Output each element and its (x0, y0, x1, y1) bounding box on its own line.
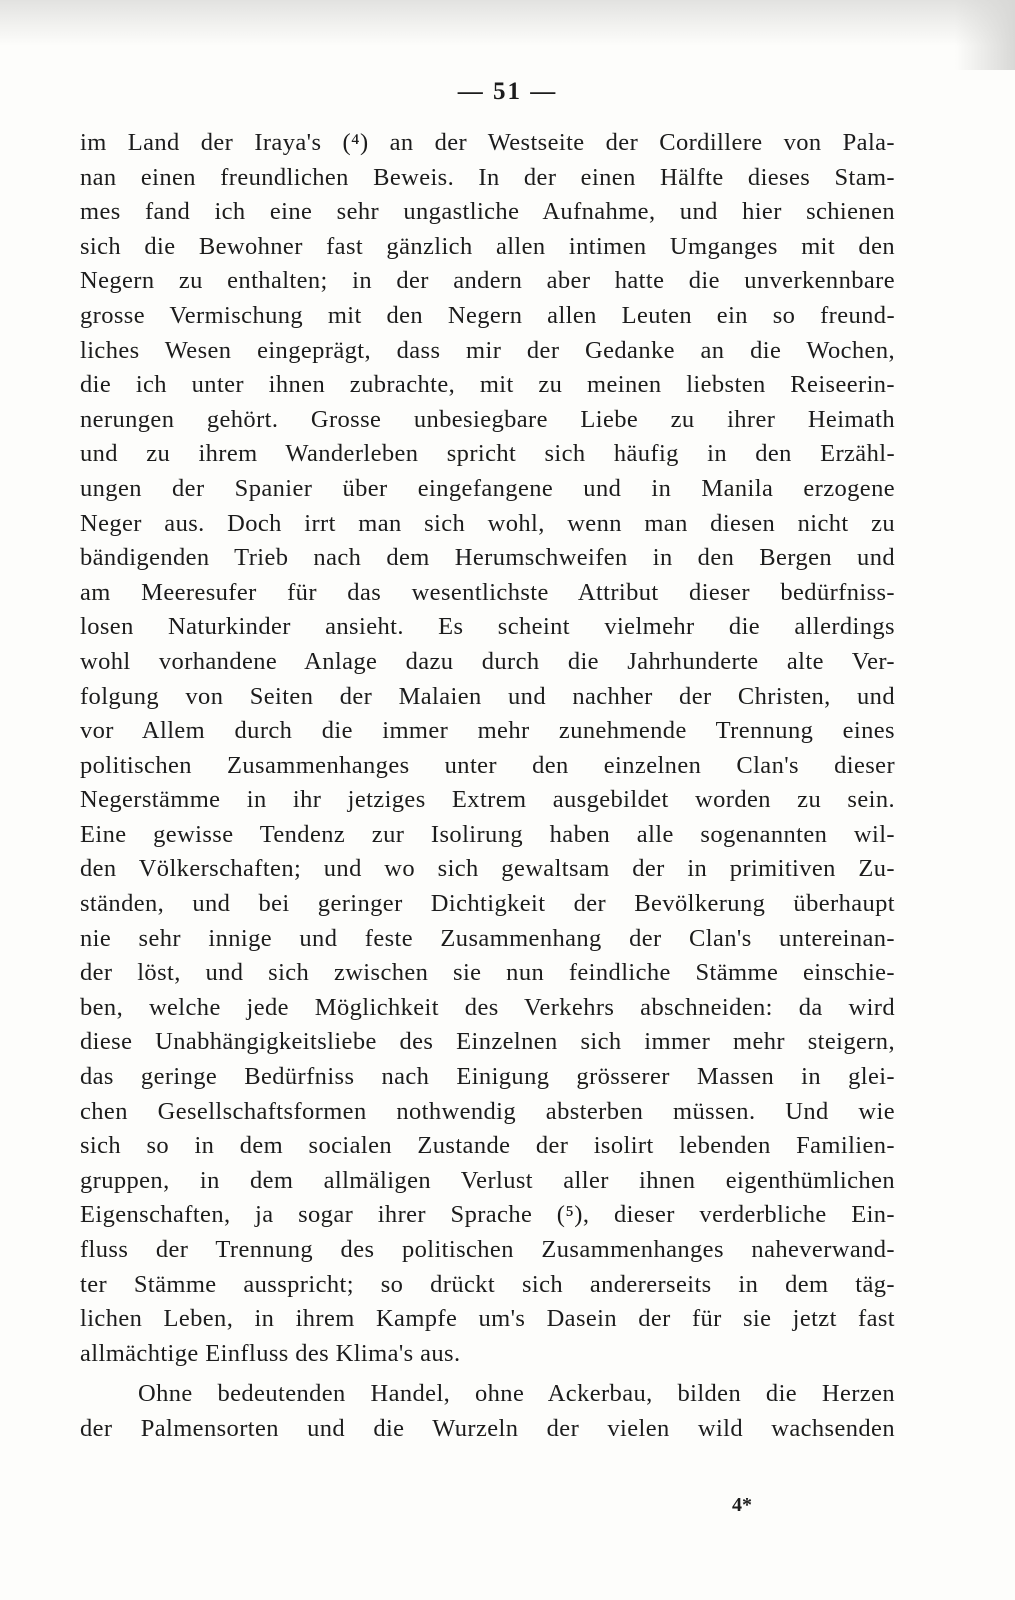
text-line: und zu ihrem Wanderleben spricht sich häufig in den Erzähl- (80, 440, 895, 468)
text-line: chen Gesellschaftsformen nothwendig absterben müssen. Und wie (80, 1097, 895, 1125)
body-text (80, 126, 895, 1447)
paragraph-1 (80, 126, 895, 1371)
text-line: am Meeresufer für das wesentlichste Attribut dieser bedürfniss- (80, 578, 895, 606)
scan-shadow-top (0, 0, 1015, 46)
text-line: den Völkerschaften; und wo sich gewaltsam der in primitiven Zu- (80, 855, 895, 883)
page-number: — 51 — (457, 78, 558, 105)
text-line: bändigenden Trieb nach dem Herumschweifen in den Bergen und (80, 544, 895, 572)
text-line: nan einen freundlichen Beweis. In der einen Hälfte dieses Stam- (80, 163, 895, 191)
text-line: folgung von Seiten der Malaien und nachher der Christen, und (80, 682, 895, 710)
text-line: Eine gewisse Tendenz zur Isolirung haben alle sogenannten wil- (80, 820, 895, 848)
text-line: gruppen, in dem allmäligen Verlust aller ihnen eigenthümlichen (80, 1166, 895, 1194)
text-line: die ich unter ihnen zubrachte, mit zu meinen liebsten Reiseerin- (80, 371, 895, 399)
text-line: losen Naturkinder ansieht. Es scheint vielmehr die allerdings (80, 613, 895, 641)
text-line: wohl vorhandene Anlage dazu durch die Jahrhunderte alte Ver- (80, 647, 895, 675)
text-line: der löst, und sich zwischen sie nun feindliche Stämme einschie- (80, 959, 895, 987)
text-line: im Land der Iraya's (⁴) an der Westseite der Cordillere von Pala- (80, 129, 895, 156)
text-line: Negern zu enthalten; in der andern aber hatte die unverkennbare (80, 267, 895, 295)
text-line: sich die Bewohner fast gänzlich allen intimen Umganges mit den (80, 232, 895, 260)
text-line: diese Unabhängigkeitsliebe des Einzelnen sich immer mehr steigern, (80, 1028, 895, 1056)
text-line: ter Stämme ausspricht; so drückt sich andererseits in dem täg- (80, 1270, 895, 1298)
text-line: politischen Zusammenhanges unter den einzelnen Clan's dieser (80, 751, 895, 779)
text-line: fluss der Trennung des politischen Zusammenhanges naheverwand- (80, 1236, 895, 1263)
text-line: grosse Vermischung mit den Negern allen Leuten ein so freund- (80, 301, 895, 329)
paragraph-2 (80, 1377, 895, 1446)
text-line: ständen, und bei geringer Dichtigkeit der Bevölkerung überhaupt (80, 890, 895, 918)
text-line: das geringe Bedürfniss nach Einigung grösserer Massen in glei- (80, 1063, 895, 1091)
text-line: ungen der Spanier über eingefangene und in Manila erzogene (80, 474, 895, 502)
text-line: sich so in dem socialen Zustande der isolirt lebenden Familien- (80, 1132, 895, 1160)
scan-shadow-corner (955, 0, 1015, 70)
text-line: mes fand ich eine sehr ungastliche Aufnahme, und hier schienen (80, 198, 895, 226)
text-line: nie sehr innige und feste Zusammenhang der Clan's untereinan- (80, 924, 895, 952)
text-line: Negerstämme in ihr jetziges Extrem ausgebildet worden zu sein. (80, 786, 895, 814)
text-line: ben, welche jede Möglichkeit des Verkehrs abschneiden: da wird (80, 993, 895, 1021)
text-line: liches Wesen eingeprägt, dass mir der Gedanke an die Wochen, (80, 336, 895, 364)
text-line: vor Allem durch die immer mehr zunehmende Trennung eines (80, 717, 895, 745)
text-line: Ohne bedeutenden Handel, ohne Ackerbau, bilden die Herzen (138, 1380, 895, 1408)
signature-mark: 4* (732, 1494, 752, 1516)
text-line: lichen Leben, in ihrem Kampfe um's Dasein der für sie jetzt fast (80, 1305, 895, 1333)
text-line: Eigenschaften, ja sogar ihrer Sprache (⁵), dieser verderbliche Ein- (80, 1201, 895, 1229)
text-line: nerungen gehört. Grosse unbesiegbare Liebe zu ihrer Heimath (80, 405, 895, 433)
text-line: Neger aus. Doch irrt man sich wohl, wenn man diesen nicht zu (80, 509, 895, 537)
text-line: der Palmensorten und die Wurzeln der vielen wild wachsenden (80, 1414, 895, 1442)
text-line: allmächtige Einfluss des Klima's aus. (80, 1339, 461, 1367)
